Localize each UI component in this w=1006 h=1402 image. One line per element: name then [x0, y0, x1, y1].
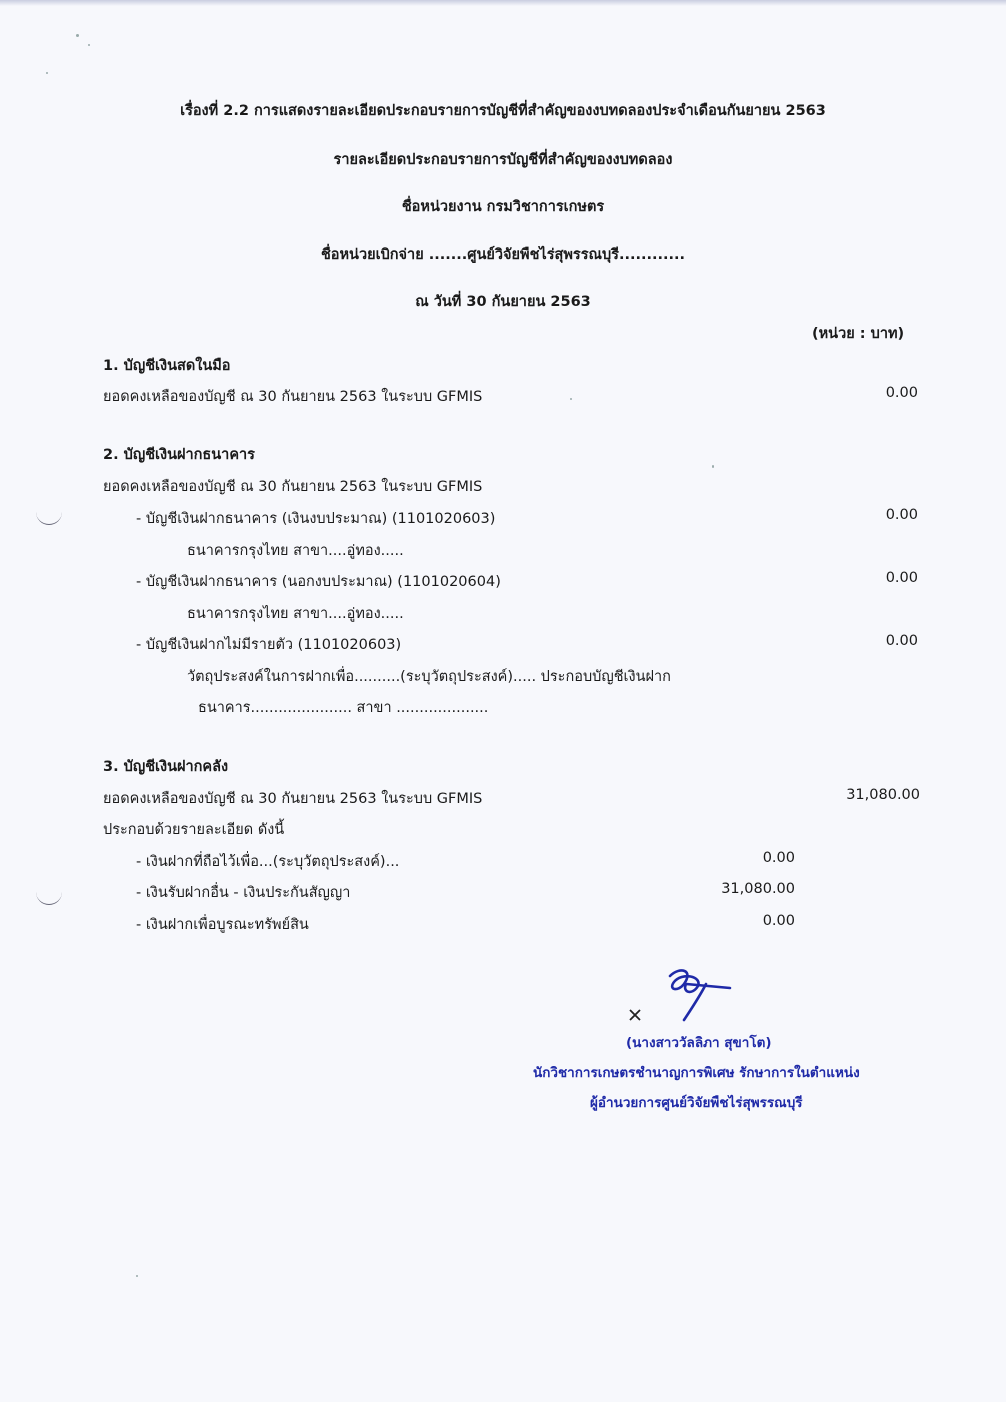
section2-item3-bank: ธนาคาร...................... สาขา ....................: [198, 700, 489, 716]
section3-item-label: - เงินฝากที่ถือไว้เพื่อ...(ระบุวัตถุประสงค์)...: [136, 854, 400, 870]
section2-item2-label: - บัญชีเงินฝากธนาคาร (นอกงบประมาณ) (1101020604): [136, 574, 501, 590]
scan-speck: [88, 44, 90, 46]
unit-label: (หน่วย : บาท): [812, 326, 905, 342]
section3-item-value: 0.00: [762, 913, 795, 929]
document-subtitle: รายละเอียดประกอบรายการบัญชีที่สำคัญของงบทดลอง: [333, 152, 673, 168]
section2-item3-purpose: วัตถุประสงค์ในการฝากเพื่อ..........(ระบุวัตถุประสงค์)..... ประกอบบัญชีเงินฝาก: [187, 669, 671, 685]
section2-item1-value: 0.00: [885, 507, 918, 523]
scan-hole-mark: [36, 890, 62, 905]
section3-detail-label: ประกอบด้วยรายละเอียด ดังนี้: [103, 822, 285, 838]
section1-balance-label: ยอดคงเหลือของบัญชี ณ 30 กันยายน 2563 ในระบบ GFMIS: [103, 389, 483, 405]
signer-position: นักวิชาการเกษตรชำนาญการพิเศษ รักษาการในตำแหน่ง: [533, 1065, 860, 1081]
scan-speck: [570, 398, 572, 400]
section3-item-value: 0.00: [762, 850, 795, 866]
signer-name: (นางสาววัลลิภา สุขาโต): [626, 1035, 772, 1051]
section2-item3-label: - บัญชีเงินฝากไม่มีรายตัว (1101020603): [136, 637, 402, 653]
section3-item-label: - เงินฝากเพื่อบูรณะทรัพย์สิน: [136, 917, 309, 933]
section3-balance-value: 31,080.00: [846, 787, 920, 803]
section3-item-label: - เงินรับฝากอื่น - เงินประกันสัญญา: [136, 885, 351, 901]
section1-title: 1. บัญชีเงินสดในมือ: [103, 358, 231, 374]
scan-speck: [46, 72, 48, 74]
agency-name: ชื่อหน่วยงาน กรมวิชาการเกษตร: [401, 199, 605, 215]
as-of-date: ณ วันที่ 30 กันยายน 2563: [415, 294, 591, 310]
section3-title: 3. บัญชีเงินฝากคลัง: [103, 759, 229, 775]
scan-speck: [76, 34, 79, 37]
section2-item3-value: 0.00: [885, 633, 918, 649]
scan-top-edge: [0, 0, 1006, 6]
section2-item2-value: 0.00: [885, 570, 918, 586]
section2-balance-label: ยอดคงเหลือของบัญชี ณ 30 กันยายน 2563 ในระบบ GFMIS: [103, 479, 483, 495]
section3-item-value: 31,080.00: [721, 881, 795, 897]
section3-balance-label: ยอดคงเหลือของบัญชี ณ 30 กันยายน 2563 ในระบบ GFMIS: [103, 791, 483, 807]
section2-item2-bank: ธนาคารกรุงไทย สาขา....อู่ทอง.....: [187, 606, 404, 622]
section2-item1-bank: ธนาคารกรุงไทย สาขา....อู่ทอง.....: [187, 543, 404, 559]
signer-position-acting: ผู้อำนวยการศูนย์วิจัยพืชไร่สุพรรณบุรี: [590, 1095, 803, 1111]
scan-speck: [712, 465, 714, 468]
handwritten-signature: [622, 962, 742, 1026]
document-title: เรื่องที่ 2.2 การแสดงรายละเอียดประกอบรายการบัญชีที่สำคัญของงบทดลองประจำเดือนกันยายน 2563: [180, 103, 826, 119]
section2-item1-label: - บัญชีเงินฝากธนาคาร (เงินงบประมาณ) (1101020603): [136, 511, 496, 527]
scan-hole-mark: [36, 510, 62, 525]
section1-balance-value: 0.00: [885, 385, 918, 401]
scan-speck: [136, 1275, 138, 1277]
disbursing-unit: ชื่อหน่วยเบิกจ่าย .......ศูนย์วิจัยพืชไร่สุพรรณบุรี............: [320, 247, 686, 263]
section2-title: 2. บัญชีเงินฝากธนาคาร: [103, 447, 255, 463]
